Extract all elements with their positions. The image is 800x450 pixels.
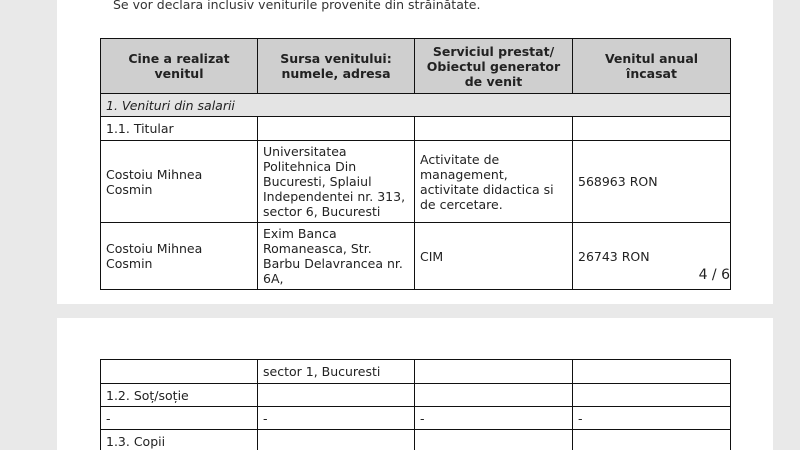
empty-cell: [573, 430, 731, 450]
person-cell: Costoiu Mihnea Cosmin: [101, 223, 258, 290]
income-cell: 568963 RON: [573, 141, 731, 223]
dash-cell: -: [573, 407, 731, 430]
header-source: Sursa venitului: numele, adresa: [258, 39, 415, 94]
table-row: [101, 384, 731, 407]
empty-cell: [415, 384, 573, 407]
empty-cell: [573, 360, 731, 384]
page-number: 4 / 6: [698, 267, 730, 283]
children-label: 1.3. Copii: [101, 430, 258, 450]
source-cell: sector 1, Bucuresti: [258, 360, 415, 384]
table-row: [101, 141, 731, 223]
titular-label: 1.1. Titular: [101, 117, 258, 141]
service-cell: Activitate de management, activitate didactica si de cercetare.: [415, 141, 573, 223]
document-page-4: [57, 0, 773, 304]
empty-cell: [415, 117, 573, 141]
document-page-5: [57, 318, 773, 450]
income-table: [100, 38, 731, 290]
empty-cell: [258, 430, 415, 450]
dash-cell: -: [101, 407, 258, 430]
section-row-salaries: [101, 94, 731, 117]
income-table-continued: [100, 359, 731, 450]
source-cell: Universitatea Politehnica Din Bucuresti, Splaiul Independentei nr. 313, sector 6, Bucuresti: [258, 141, 415, 223]
header-service: Serviciul prestat/ Obiectul generator de venit: [415, 39, 573, 94]
dash-cell: -: [415, 407, 573, 430]
section-title: 1. Venituri din salarii: [101, 94, 731, 117]
empty-cell: [258, 117, 415, 141]
table-row: [101, 360, 731, 384]
empty-cell: [573, 384, 731, 407]
service-cell: CIM: [415, 223, 573, 290]
empty-cell: [415, 430, 573, 450]
income-cell: 26743 RON: [573, 223, 731, 290]
table-header-row: [101, 39, 731, 94]
dash-cell: -: [258, 407, 415, 430]
spouse-label: 1.2. Soț/soție: [101, 384, 258, 407]
empty-cell: [101, 360, 258, 384]
header-income: Venitul anual încasat: [573, 39, 731, 94]
empty-cell: [258, 384, 415, 407]
header-who: Cine a realizat venitul: [101, 39, 258, 94]
table-row: [101, 223, 731, 290]
source-cell: Exim Banca Romaneasca, Str. Barbu Delavrancea nr. 6A,: [258, 223, 415, 290]
table-row: [101, 117, 731, 141]
empty-cell: [415, 360, 573, 384]
table-row: [101, 407, 731, 430]
top-note: Se vor declara inclusiv veniturile provenite din străinătate.: [113, 0, 481, 12]
table-row: [101, 430, 731, 450]
empty-cell: [573, 117, 731, 141]
person-cell: Costoiu Mihnea Cosmin: [101, 141, 258, 223]
